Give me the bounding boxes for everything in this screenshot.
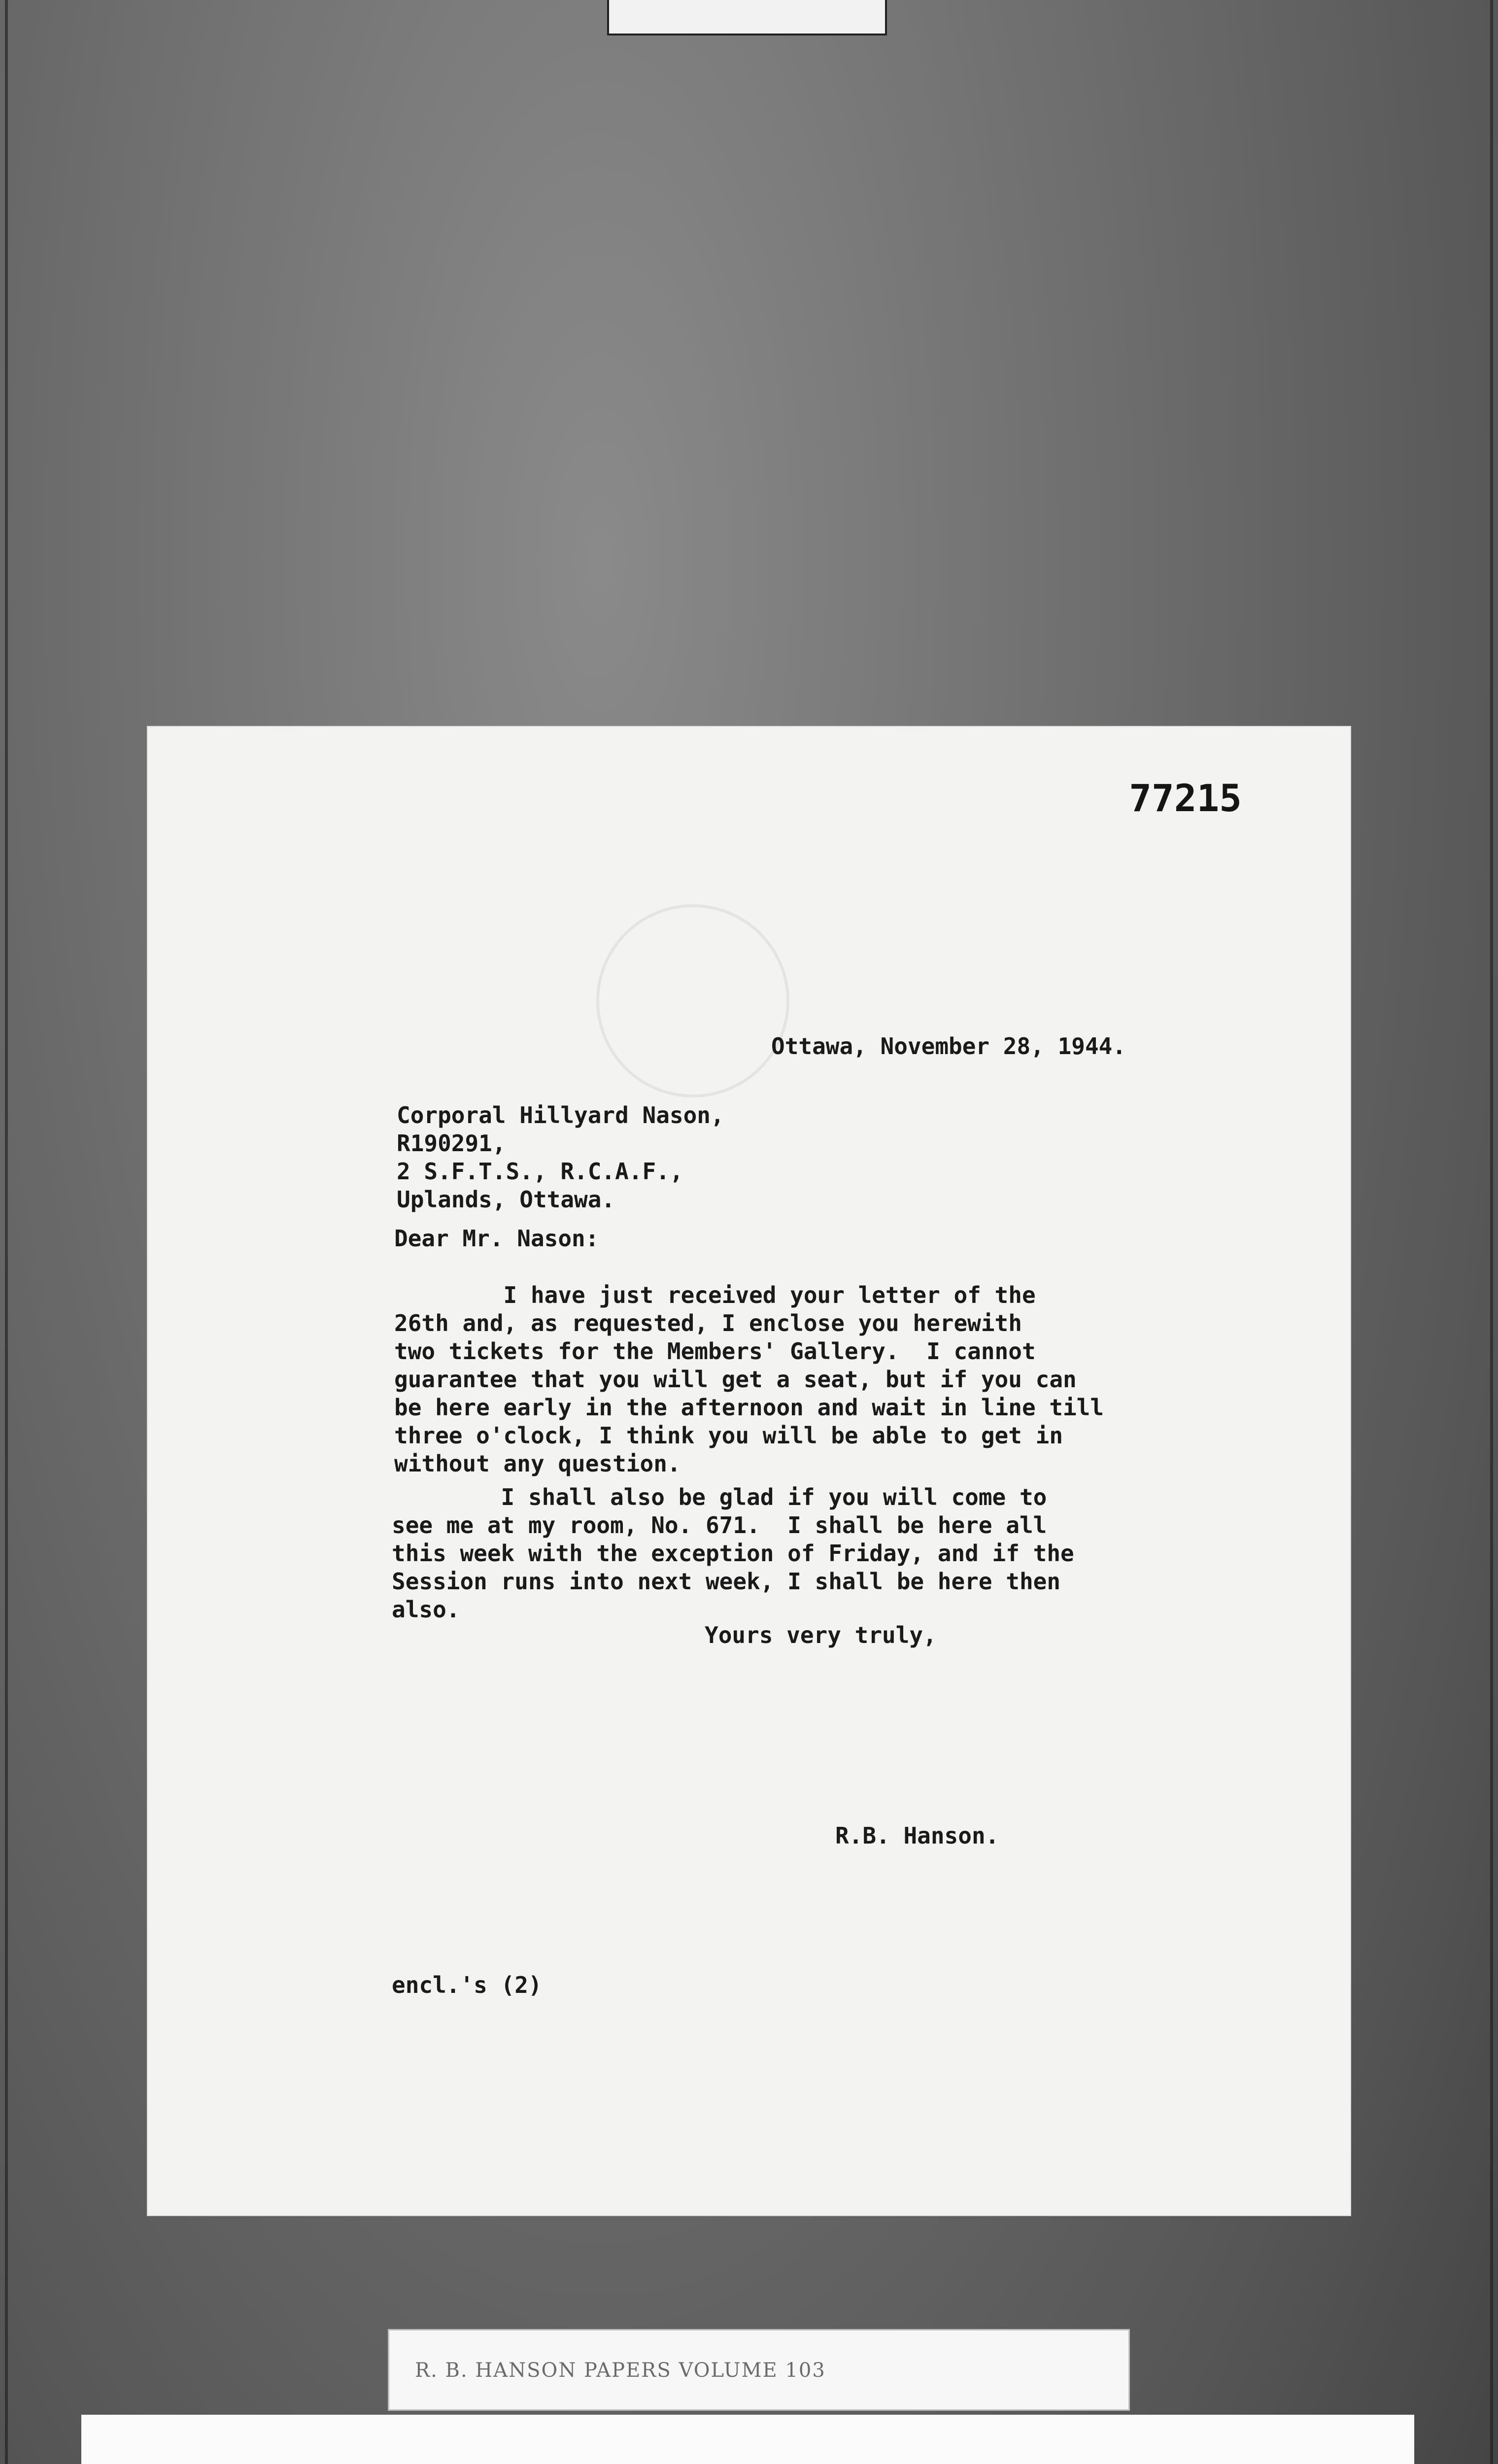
paragraph-line: I shall also be glad if you will come to xyxy=(392,1484,1047,1510)
paragraph-line: see me at my room, No. 671. I shall be here all xyxy=(392,1512,1047,1539)
body-paragraph-2 xyxy=(392,1483,1074,1624)
closing: Yours very truly, xyxy=(705,1622,937,1648)
signature: R.B. Hanson. xyxy=(835,1822,999,1849)
paragraph-line: two tickets for the Members' Gallery. I cannot xyxy=(394,1338,1036,1365)
address-line: R190291, xyxy=(397,1130,506,1157)
paragraph-line: also. xyxy=(392,1596,460,1623)
paragraph-line: guarantee that you will get a seat, but if you can xyxy=(394,1366,1077,1393)
address-line: Corporal Hillyard Nason, xyxy=(397,1102,724,1129)
paragraph-line: this week with the exception of Friday, and if the xyxy=(392,1540,1074,1567)
paragraph-line: 26th and, as requested, I enclose you herewith xyxy=(394,1310,1022,1336)
archives-card xyxy=(81,2415,1414,2464)
paragraph-line: three o'clock, I think you will be able to get in xyxy=(394,1422,1063,1449)
letter-date: Ottawa, November 28, 1944. xyxy=(771,1033,1126,1060)
paragraph-line: without any question. xyxy=(394,1450,681,1477)
top-mounting-tab xyxy=(607,0,887,35)
paragraph-line: I have just received your letter of the xyxy=(394,1282,1036,1308)
letter-page xyxy=(148,727,1350,2215)
salutation: Dear Mr. Nason: xyxy=(394,1225,599,1252)
left-edge-line xyxy=(5,0,8,2464)
paragraph-line: Session runs into next week, I shall be here then xyxy=(392,1568,1061,1595)
volume-label xyxy=(388,2329,1130,2411)
document-number: 77215 xyxy=(1129,776,1242,820)
paragraph-line: be here early in the afternoon and wait in line till xyxy=(394,1394,1104,1421)
recipient-address xyxy=(397,1101,724,1214)
body-paragraph-1 xyxy=(394,1281,1104,1478)
address-line: 2 S.F.T.S., R.C.A.F., xyxy=(397,1158,683,1185)
address-line: Uplands, Ottawa. xyxy=(397,1186,615,1213)
volume-label-text: R. B. HANSON PAPERS VOLUME 103 xyxy=(415,2359,826,2382)
enclosure-note: encl.'s (2) xyxy=(392,1972,542,1998)
faded-seal-icon xyxy=(596,904,789,1097)
right-edge-line xyxy=(1490,0,1493,2464)
